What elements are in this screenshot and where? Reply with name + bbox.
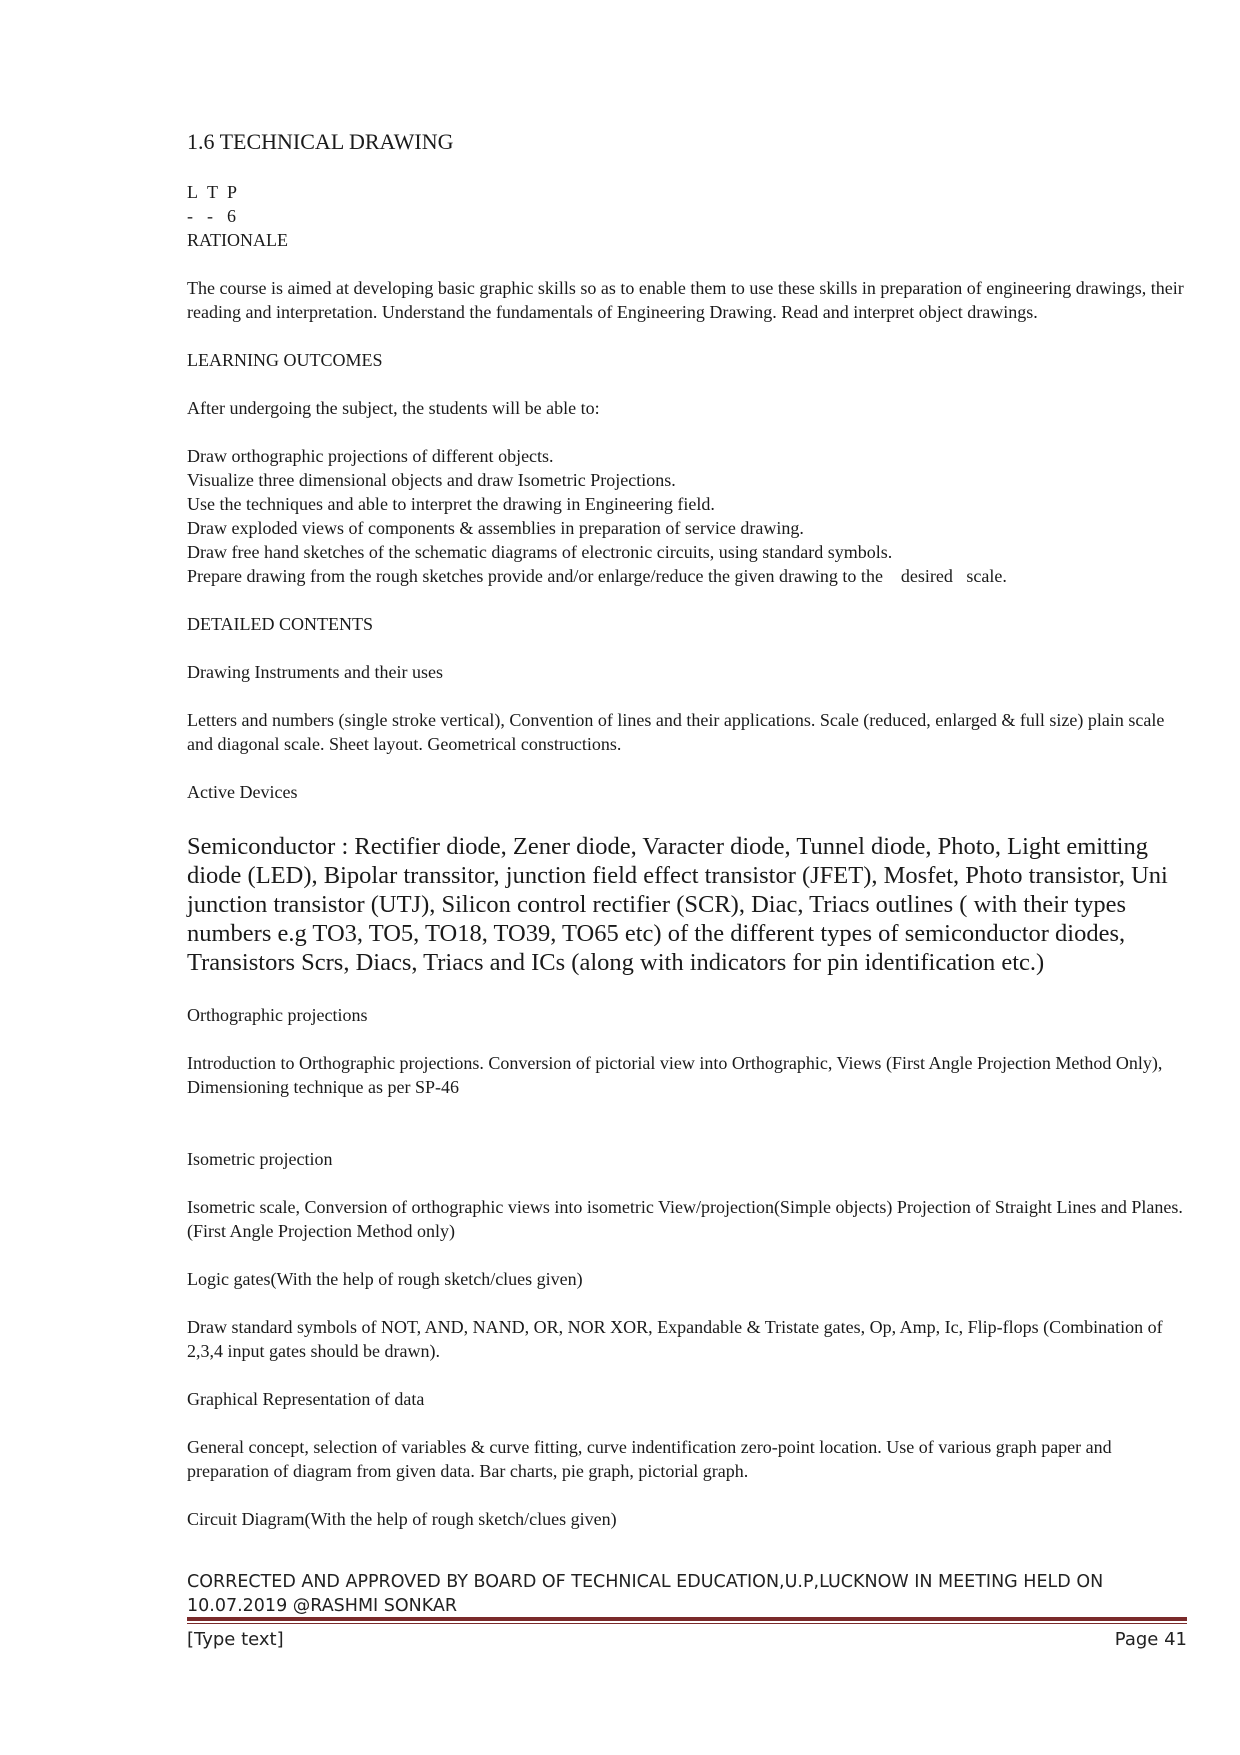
page-title: 1.6 TECHNICAL DRAWING <box>187 129 454 154</box>
ltp-header-l: L <box>187 182 198 202</box>
section-text-instruments: Letters and numbers (single stroke vertical), Convention of lines and their applications. Scale (reduced, enlarged & full size) plain scale and diagonal scale. Sheet layout. Geometrical constructions. <box>187 710 1165 754</box>
section-title-logic: Logic gates(With the help of rough sketch/clues given) <box>187 1269 583 1289</box>
section-text-ortho: Introduction to Orthographic projections. Conversion of pictorial view into Orthographic, Views (First Angle Projection Method Only), Dimensioning technique as per SP-46 <box>187 1053 1163 1097</box>
list-item: Draw exploded views of components & assemblies in preparation of service drawing. <box>187 518 804 538</box>
main-content <box>187 128 1187 1531</box>
approval-note: CORRECTED AND APPROVED BY BOARD OF TECHNICAL EDUCATION,U.P,LUCKNOW IN MEETING HELD ON 10.07.2019 @RASHMI SONKAR <box>187 1572 1104 1616</box>
ltp-value-p: 6 <box>227 206 236 226</box>
section-title-ortho: Orthographic projections <box>187 1005 368 1025</box>
section-title-active: Active Devices <box>187 782 298 802</box>
detailed-heading: DETAILED CONTENTS <box>187 614 374 634</box>
ltp-value-t: - <box>207 206 213 226</box>
learning-heading: LEARNING OUTCOMES <box>187 350 383 370</box>
ltp-value-l: - <box>187 206 193 226</box>
list-item: Draw free hand sketches of the schematic diagrams of electronic circuits, using standard symbols. <box>187 542 893 562</box>
list-item: Use the techniques and able to interpret the drawing in Engineering field. <box>187 494 715 514</box>
learning-intro: After undergoing the subject, the students will be able to: <box>187 398 600 418</box>
footer-rule-thin <box>187 1623 1187 1624</box>
section-title-circuit: Circuit Diagram(With the help of rough sketch/clues given) <box>187 1509 617 1529</box>
ltp-header-p: P <box>227 182 238 202</box>
page-footer <box>187 1628 1187 1652</box>
rationale-heading: RATIONALE <box>187 230 288 250</box>
section-text-active: Semiconductor : Rectifier diode, Zener diode, Varacter diode, Tunnel diode, Photo, Light emitting diode (LED), Bipolar transsitor, junction field effect transistor (JFET), Mosfet, Photo transistor, Uni junction transistor (UTJ), Silicon control rectifier (SCR), Diac, Triacs outlines ( with their types numbers e.g TO3, TO5, TO18, TO39, TO65 etc) of the different types of semiconductor diodes, Transistors Scrs, Diacs, Triacs and ICs (along with indicators for pin identification etc.) <box>187 833 1168 976</box>
list-item: Visualize three dimensional objects and draw Isometric Projections. <box>187 470 676 490</box>
section-title-instruments: Drawing Instruments and their uses <box>187 662 443 682</box>
section-text-graph: General concept, selection of variables & curve fitting, curve indentification zero-point location. Use of various graph paper and preparation of diagram from given data. Bar charts, pie graph, pictorial graph. <box>187 1437 1112 1481</box>
section-title-graph: Graphical Representation of data <box>187 1389 425 1409</box>
ltp-header-t: T <box>207 182 218 202</box>
footer-rule-thick <box>187 1617 1187 1621</box>
list-item: Prepare drawing from the rough sketches provide and/or enlarge/reduce the given drawing to the desired scale. <box>187 566 1007 586</box>
section-text-iso: Isometric scale, Conversion of orthographic views into isometric View/projection(Simple objects) Projection of Straight Lines and Planes. (First Angle Projection Method only) <box>187 1197 1183 1241</box>
section-text-logic: Draw standard symbols of NOT, AND, NAND, OR, NOR XOR, Expandable & Tristate gates, Op, Amp, Ic, Flip-flops (Combination of 2,3,4 input gates should be drawn). <box>187 1317 1163 1361</box>
list-item: Draw orthographic projections of different objects. <box>187 446 554 466</box>
footer-left-text: [Type text] <box>187 1629 284 1650</box>
rationale-text: The course is aimed at developing basic graphic skills so as to enable them to use these skills in preparation of engineering drawings, their reading and interpretation. Understand the fundamentals of Engineering Drawing. Read and interpret object drawings. <box>187 278 1184 322</box>
page-number: Page 41 <box>1114 1629 1187 1650</box>
ltp-table <box>187 180 1187 228</box>
outcomes-list <box>187 444 1187 588</box>
section-title-iso: Isometric projection <box>187 1149 333 1169</box>
